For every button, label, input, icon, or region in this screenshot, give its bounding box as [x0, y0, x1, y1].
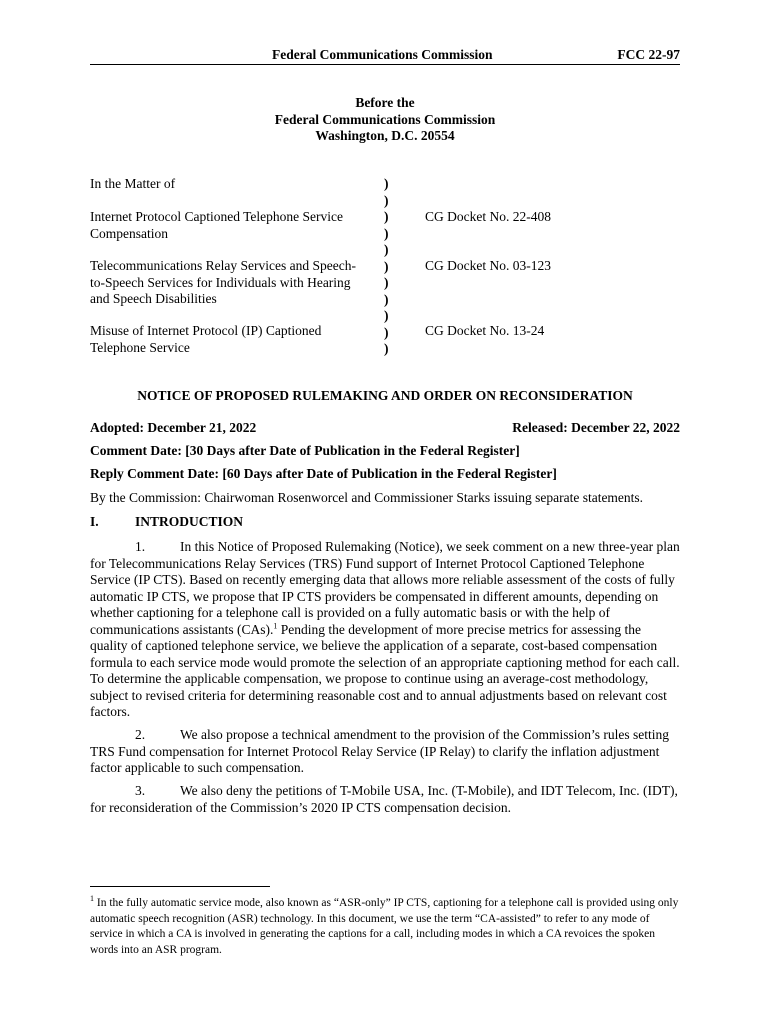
caption-item-2-line1: Telecommunications Relay Services and Speech- [90, 258, 356, 273]
header-rule [90, 64, 680, 65]
by-the-commission: By the Commission: Chairwoman Rosenworcel and Commissioner Starks issuing separate statements. [90, 490, 644, 505]
title-block [90, 95, 680, 145]
paren: ) [384, 176, 389, 191]
comment-date: Comment Date: [30 Days after Date of Publication in the Federal Register] [90, 443, 520, 458]
caption-item-2-line2: to-Speech Services for Individuals with Hearing [90, 274, 351, 290]
docket-number-2: CG Docket No. 03-123 [425, 258, 551, 273]
paren: ) [384, 192, 389, 208]
caption-item-1 [90, 209, 375, 242]
footnote-ref-1[interactable]: 1 [273, 621, 278, 630]
paren: ) [384, 275, 389, 290]
paragraph-3-number: 3. [135, 783, 146, 798]
docket-number-3: CG Docket No. 13-24 [425, 323, 545, 338]
caption-item-3-line2: Telephone Service [90, 339, 190, 355]
footnote-1 [90, 896, 680, 958]
paren: ) [384, 324, 389, 340]
paragraph-2-text: We also propose a technical amendment to the provision of the Commission’s rules setting TRS Fund compensation for Internet Protocol Relay Service (IP Relay) to clarify the inflation adjustment factor applicable to such compensation. [90, 727, 669, 775]
docket-number-1: CG Docket No. 22-408 [425, 209, 551, 224]
title-address: Washington, D.C. 20554 [315, 128, 455, 143]
paragraph-1-number: 1. [135, 539, 146, 554]
paragraph-3 [90, 783, 680, 816]
paragraph-1-text-a: In this Notice of Proposed Rulemaking (Notice), we seek comment on a new three-year plan for Telecommunications Relay Services (TRS) Fund support of Internet Protocol Captioned Telephone Service (IP CTS). Based on recently emerging data that allows more reliable assessment of the costs of fully automatic IP CTS, we propose that IP CTS providers be compensated in different amounts, depending on whether captioning for a telephone call is provided on a fully automatic basis or with the help of communications assistants (CAs). [90, 539, 680, 637]
paren: ) [384, 242, 389, 257]
paren: ) [384, 209, 389, 224]
title-agency: Federal Communications Commission [274, 111, 496, 127]
caption-matter-intro: In the Matter of [90, 176, 176, 191]
section-numeral: I. [90, 514, 99, 529]
section-title: INTRODUCTION [135, 514, 244, 529]
paragraph-2-number: 2. [135, 727, 146, 742]
caption-item-2 [90, 258, 375, 308]
reply-comment-date: Reply Comment Date: [60 Days after Date of Publication in the Federal Register] [90, 466, 557, 481]
paren: ) [384, 225, 389, 241]
released-date: Released: December 22, 2022 [512, 420, 680, 435]
document-title: NOTICE OF PROPOSED RULEMAKING AND ORDER ON RECONSIDERATION [137, 388, 633, 403]
caption-item-2-line3: and Speech Disabilities [90, 291, 217, 306]
caption-item-3 [90, 323, 375, 356]
title-before: Before the [355, 95, 415, 110]
caption-item-1-line2: Compensation [90, 225, 168, 241]
adopted-date: Adopted: December 21, 2022 [90, 420, 257, 435]
footnote-number: 1 [90, 894, 94, 904]
footnote-separator [90, 886, 270, 887]
paragraph-1-text-b: Pending the development of more precise metrics for assessing the quality of captioned telephone service, we believe the application of a separate, cost-based compensation formula to each service mode would promote the selection of an appropriate captioning method for each call. To determine the applicable compensation, we propose to continue using an average-cost methodology, subject to revised criteria for determining reasonable cost and to annual adjustments based on relevant cost factors. [90, 621, 680, 719]
paragraph-2 [90, 727, 680, 777]
paren: ) [384, 308, 389, 323]
header-doc-number: FCC 22-97 [617, 47, 680, 62]
caption-paren-column [384, 176, 396, 358]
paren: ) [384, 258, 389, 274]
paren: ) [384, 291, 389, 307]
paragraph-3-text: We also deny the petitions of T-Mobile USA, Inc. (T-Mobile), and IDT Telecom, Inc. (IDT), for reconsideration of the Commission’s 2020 IP CTS compensation decision. [90, 783, 678, 815]
caption-item-1-line1: Internet Protocol Captioned Telephone Service [90, 209, 343, 224]
paren: ) [384, 341, 389, 356]
caption-item-3-line1: Misuse of Internet Protocol (IP) Captioned [90, 323, 322, 338]
header-agency: Federal Communications Commission [272, 47, 493, 62]
paragraph-1 [90, 539, 680, 721]
footnote-text: In the fully automatic service mode, also known as “ASR-only” IP CTS, captioning for a telephone call is provided using only automatic speech recognition (ASR) technology. In this document, we use the term “CA-assisted” to refer to any mode of service in which a CA is involved in generating the captions for a call, including modes in which a CA revoices the spoken words into an ASR program. [90, 897, 679, 956]
